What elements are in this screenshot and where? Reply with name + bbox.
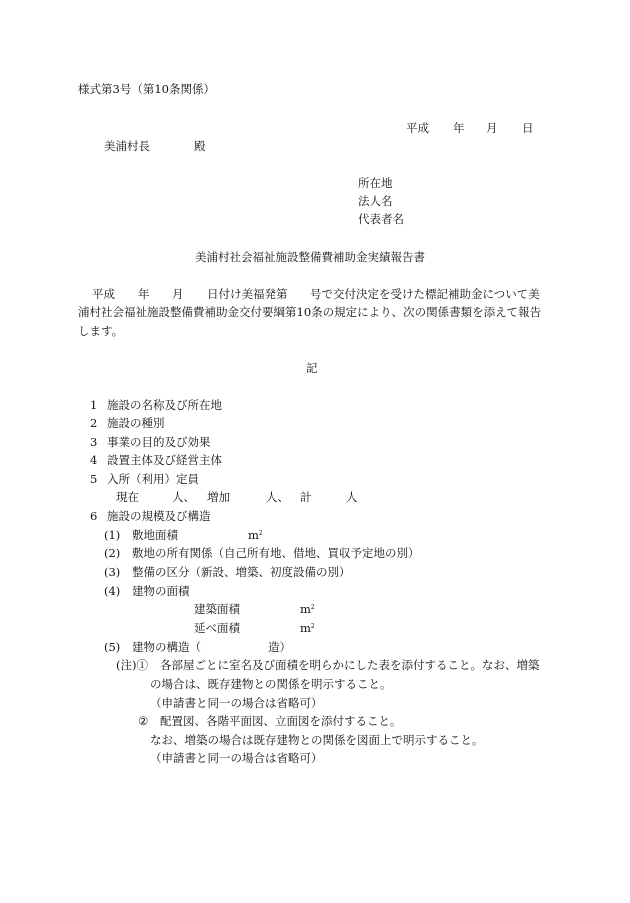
item-number: 3 xyxy=(90,435,98,449)
area-unit xyxy=(300,602,315,619)
note-2-number: ② xyxy=(138,714,149,728)
date-year: 年 xyxy=(453,121,465,135)
body-line-2: 浦村社会福祉施設整備費補助金交付要綱第10条の規定により、次の関係書類を添えて報告 xyxy=(78,305,542,319)
area-unit-m: m xyxy=(300,621,311,635)
body-ref-prefix: 日付け美福発第 xyxy=(207,287,288,301)
notes-label: (注)① xyxy=(116,658,148,672)
area-unit-m: m xyxy=(248,528,259,542)
capacity-unit: 人 xyxy=(346,490,358,504)
item-number: 2 xyxy=(90,416,98,430)
sub-item-text: 整備の区分（新設、増築、初度設備の別） xyxy=(132,565,351,579)
addressee-name: 美浦村長 xyxy=(104,139,150,153)
item-number: 1 xyxy=(90,398,98,412)
addressee-honorific: 殿 xyxy=(194,139,206,153)
date-era: 平成 xyxy=(406,121,429,135)
structure-close: 造） xyxy=(268,640,291,654)
sub-item-number: (5) xyxy=(104,640,121,654)
item-number: 5 xyxy=(90,472,98,486)
form-number: 様式第3号（第10条関係） xyxy=(78,82,215,96)
note-1-paren: （申請書と同一の場合は省略可） xyxy=(150,696,323,710)
area-unit-sup: 2 xyxy=(258,530,263,537)
floor-area-label: 延べ面積 xyxy=(194,621,240,635)
area-unit-m: m xyxy=(300,602,311,616)
note-2-line-1: 配置図、各階平面図、立面図を添付すること。 xyxy=(160,714,402,728)
note-2-line-2: なお、増築の場合は既存建物との関係を図面上で明示すること。 xyxy=(150,733,484,747)
item-text: 事業の目的及び効果 xyxy=(107,435,211,449)
sub-item-number: (1) xyxy=(104,528,121,542)
sub-item-number: (3) xyxy=(104,565,121,579)
date-day: 日 xyxy=(522,121,534,135)
area-unit-sup: 2 xyxy=(310,623,315,630)
area-unit-sup: 2 xyxy=(310,604,315,611)
building-area-label: 建築面積 xyxy=(194,602,240,616)
item-text: 入所（利用）定員 xyxy=(107,472,199,486)
capacity-increase-label: 増加 xyxy=(207,490,230,504)
body-ref-suffix: 号で交付決定を受けた標記補助金について美 xyxy=(310,287,540,301)
note-2-paren: （申請書と同一の場合は省略可） xyxy=(150,751,323,765)
body-era: 平成 xyxy=(92,287,115,301)
note-1-line-2: の場合は、既存建物との関係を明示すること。 xyxy=(150,677,392,691)
date-month: 月 xyxy=(486,121,498,135)
item-text: 設置主体及び経営主体 xyxy=(107,453,222,467)
item-number: 4 xyxy=(90,453,98,467)
body-month: 月 xyxy=(172,287,184,301)
ki-heading: 記 xyxy=(306,361,318,375)
corp-name-label: 法人名 xyxy=(358,194,393,208)
capacity-unit: 人、 xyxy=(172,490,195,504)
body-line-3: します。 xyxy=(78,324,124,338)
sub-item-text: 敷地の所有関係（自己所有地、借地、買収予定地の別） xyxy=(132,546,420,560)
sub-item-text: 建物の構造（ xyxy=(132,640,201,654)
sub-item-text: 建物の面積 xyxy=(132,584,190,598)
capacity-unit: 人、 xyxy=(266,490,289,504)
document-title: 美浦村社会福祉施設整備費補助金実績報告書 xyxy=(195,250,425,264)
address-label: 所在地 xyxy=(358,176,393,190)
capacity-total-label: 計 xyxy=(300,490,312,504)
sub-item-number: (4) xyxy=(104,584,121,598)
sub-item-number: (2) xyxy=(104,546,121,560)
sub-item-text: 敷地面積 xyxy=(132,528,178,542)
capacity-current-label: 現在 xyxy=(116,490,139,504)
note-1-line-1: 各部屋ごとに室名及び面積を明らかにした表を添付すること。なお、増築 xyxy=(160,658,540,672)
body-year: 年 xyxy=(138,287,150,301)
item-text: 施設の規模及び構造 xyxy=(107,509,211,523)
item-text: 施設の種別 xyxy=(107,416,165,430)
area-unit xyxy=(248,528,263,545)
area-unit xyxy=(300,621,315,638)
item-number: 6 xyxy=(90,509,98,523)
item-text: 施設の名称及び所在地 xyxy=(107,398,222,412)
representative-label: 代表者名 xyxy=(358,212,404,226)
